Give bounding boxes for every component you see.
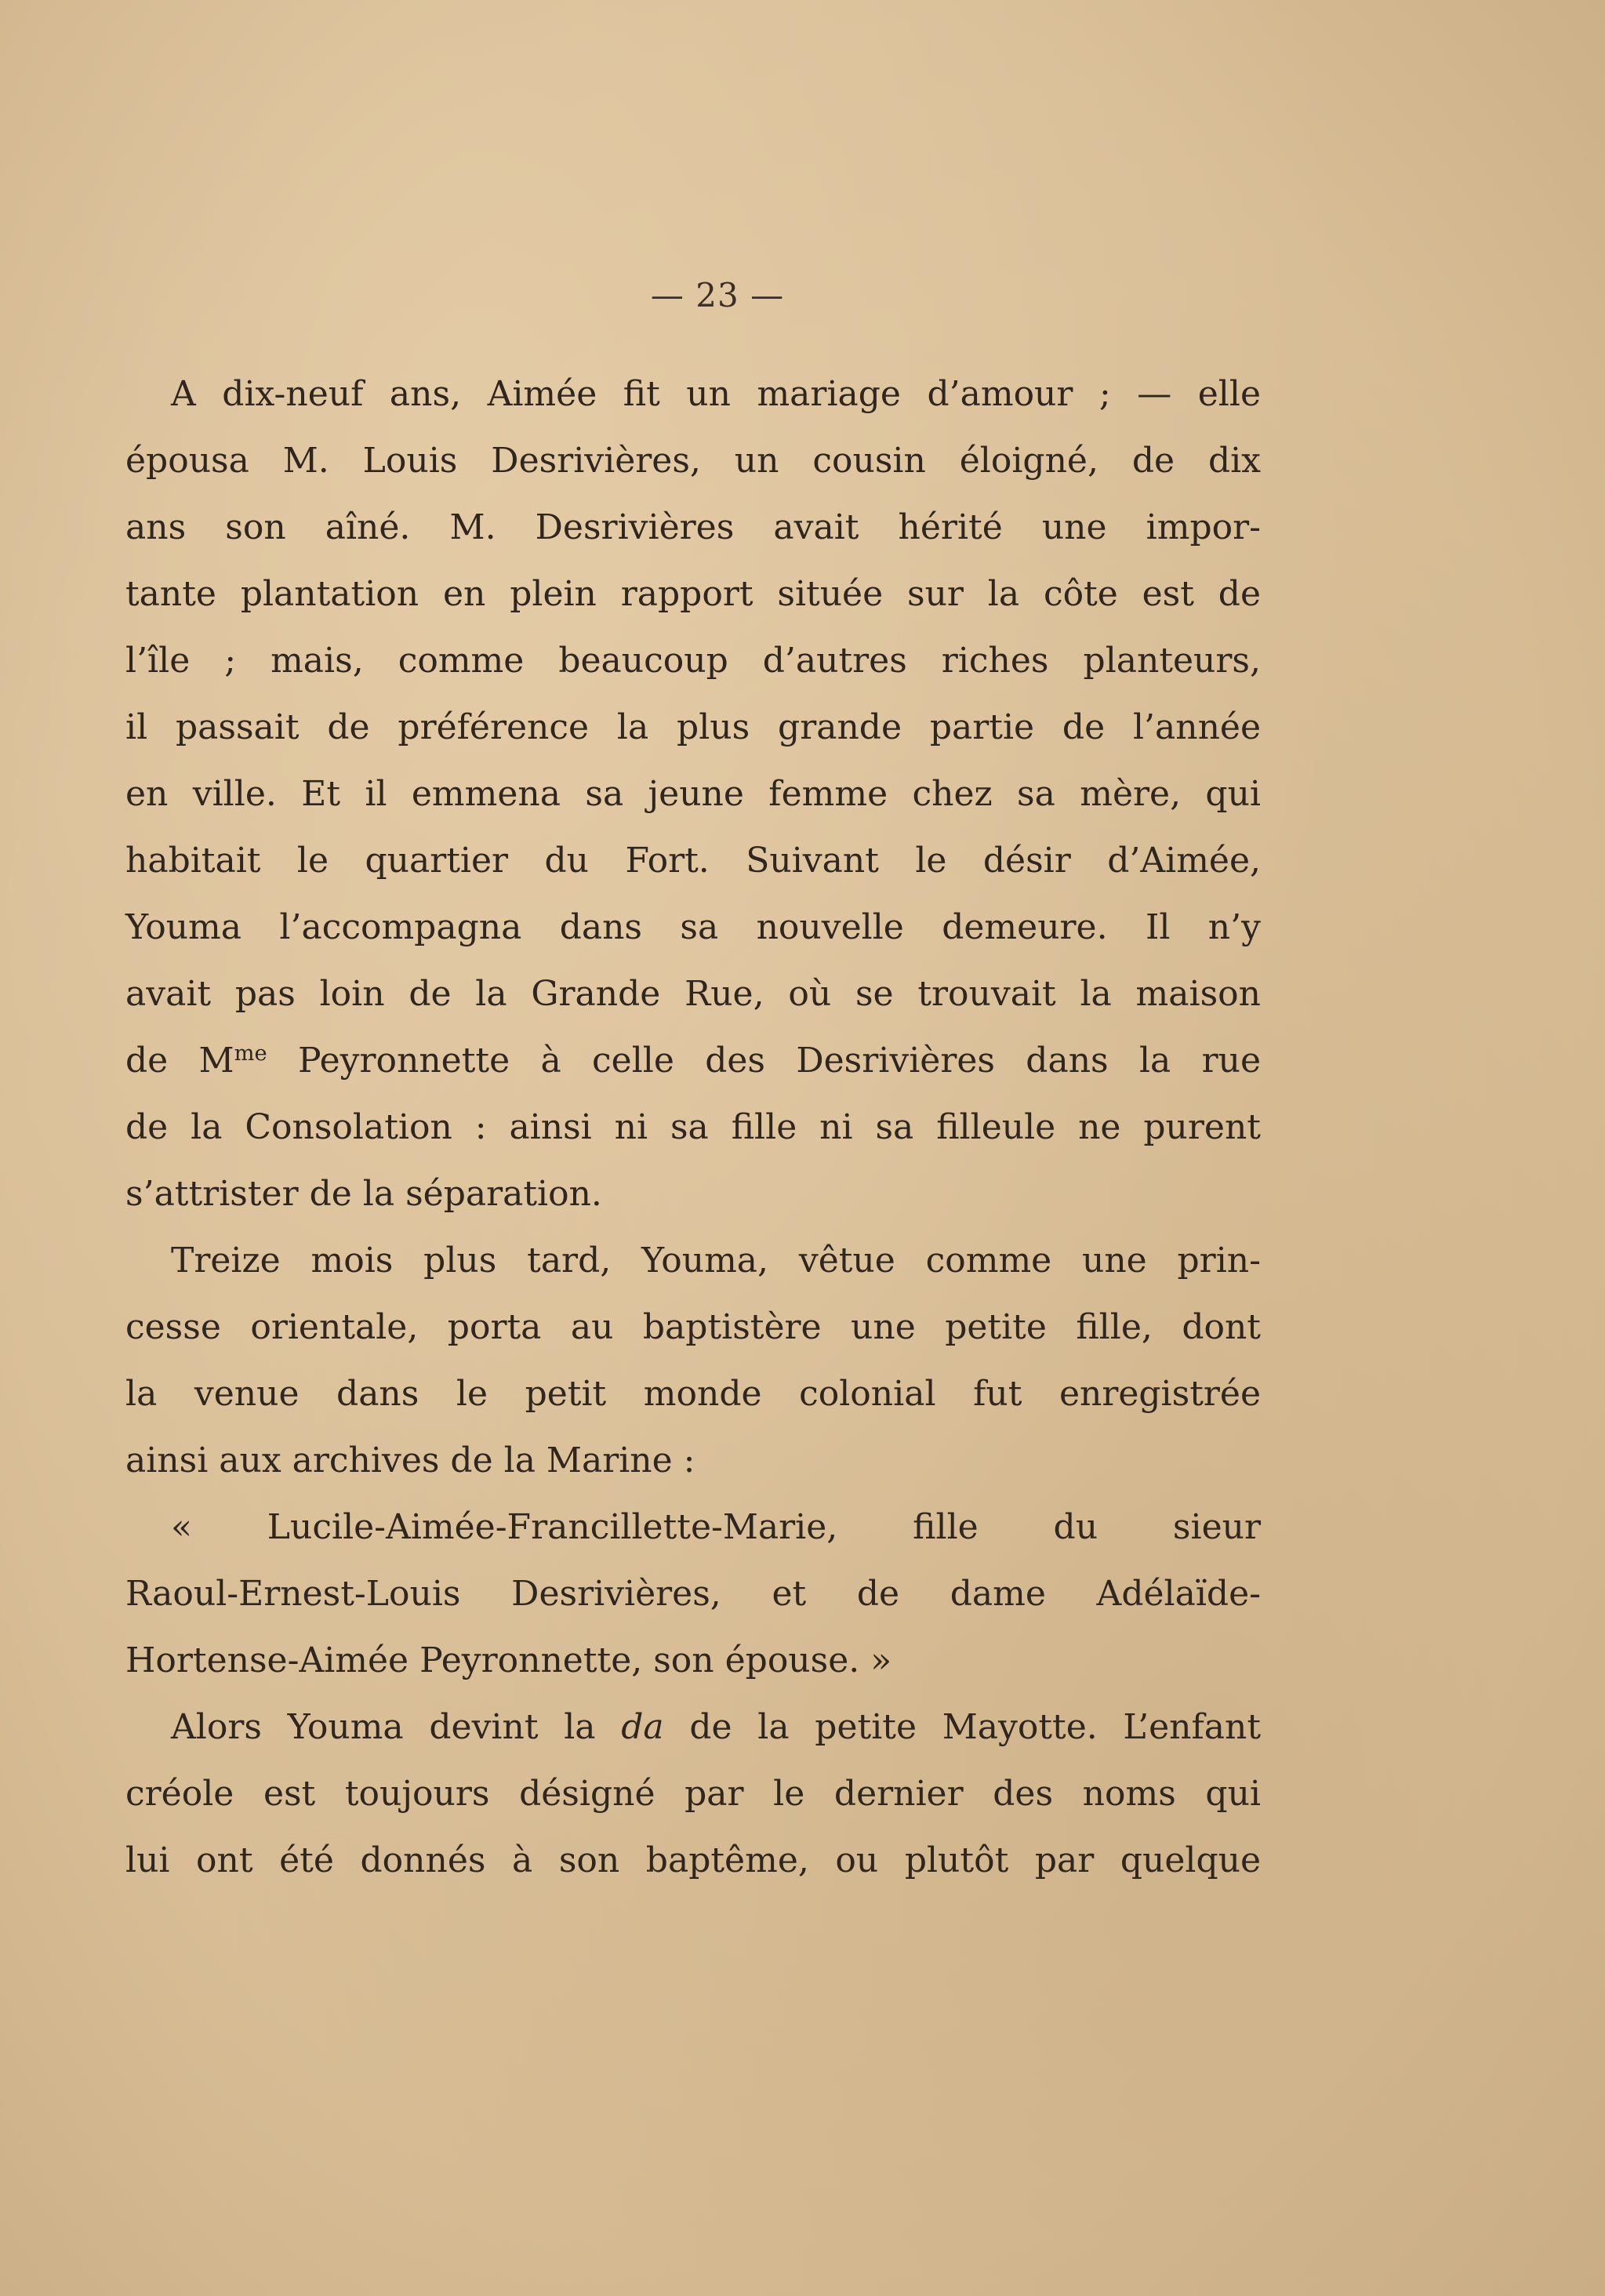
text-line: cesse orientale, porta au baptistère une petite fille, dont [125,1307,1261,1347]
text-line: tante plantation en plein rapport située sur la côte est de [125,574,1261,614]
page-number: — 23 — [650,276,785,314]
text-line: Hortense-Aimée Peyronnette, son épouse. » [125,1640,892,1680]
text-line: Youma l’accompagna dans sa nouvelle demeure. Il n’y [125,907,1261,947]
text-line: en ville. Et il emmena sa jeune femme chez sa mère, qui [125,774,1261,814]
text-fragment: Peyronnette à celle des Desrivières dans la rue [267,1041,1262,1081]
text-line [125,1035,1261,1102]
text-line: la venue dans le petit monde colonial fut enregistrée [125,1374,1261,1414]
text-line [125,1702,1261,1768]
text-fragment: de la petite Mayotte. L’enfant [663,1707,1261,1747]
text-line: Raoul-Ernest-Louis Desrivières, et de dame Adélaïde- [125,1574,1261,1614]
text-line: s’attrister de la séparation. [125,1174,602,1214]
text-line: habitait le quartier du Fort. Suivant le désir d’Aimée, [125,841,1261,881]
text-line: ainsi aux archives de la Marine : [125,1440,695,1480]
superscript-abbreviation: me [234,1041,267,1066]
body-text [125,369,1261,1902]
text-fragment: Alors Youma devint la [171,1707,622,1747]
text-line: épousa M. Louis Desrivières, un cousin éloigné, de dix [125,441,1261,481]
text-line: avait pas loin de la Grande Rue, où se trouvait la maison [125,974,1261,1014]
text-line: l’île ; mais, comme beaucoup d’autres riches planteurs, [125,641,1261,681]
text-line: Treize mois plus tard, Youma, vêtue comme une prin- [171,1241,1261,1281]
italic-word: da [621,1707,664,1747]
text-line: lui ont été donnés à son baptême, ou plutôt par quelque [125,1840,1261,1880]
text-line: « Lucile-Aimée-Francillette-Marie, fille du sieur [171,1507,1261,1547]
text-line: créole est toujours désigné par le dernier des noms qui [125,1774,1261,1814]
text-line: ans son aîné. M. Desrivières avait hérité une impor- [125,507,1261,547]
text-fragment: de M [125,1041,234,1081]
text-line: il passait de préférence la plus grande partie de l’année [125,707,1261,747]
text-line: A dix-neuf ans, Aimée fit un mariage d’amour ; — elle [171,374,1261,414]
text-line: de la Consolation : ainsi ni sa fille ni sa filleule ne purent [125,1107,1261,1147]
